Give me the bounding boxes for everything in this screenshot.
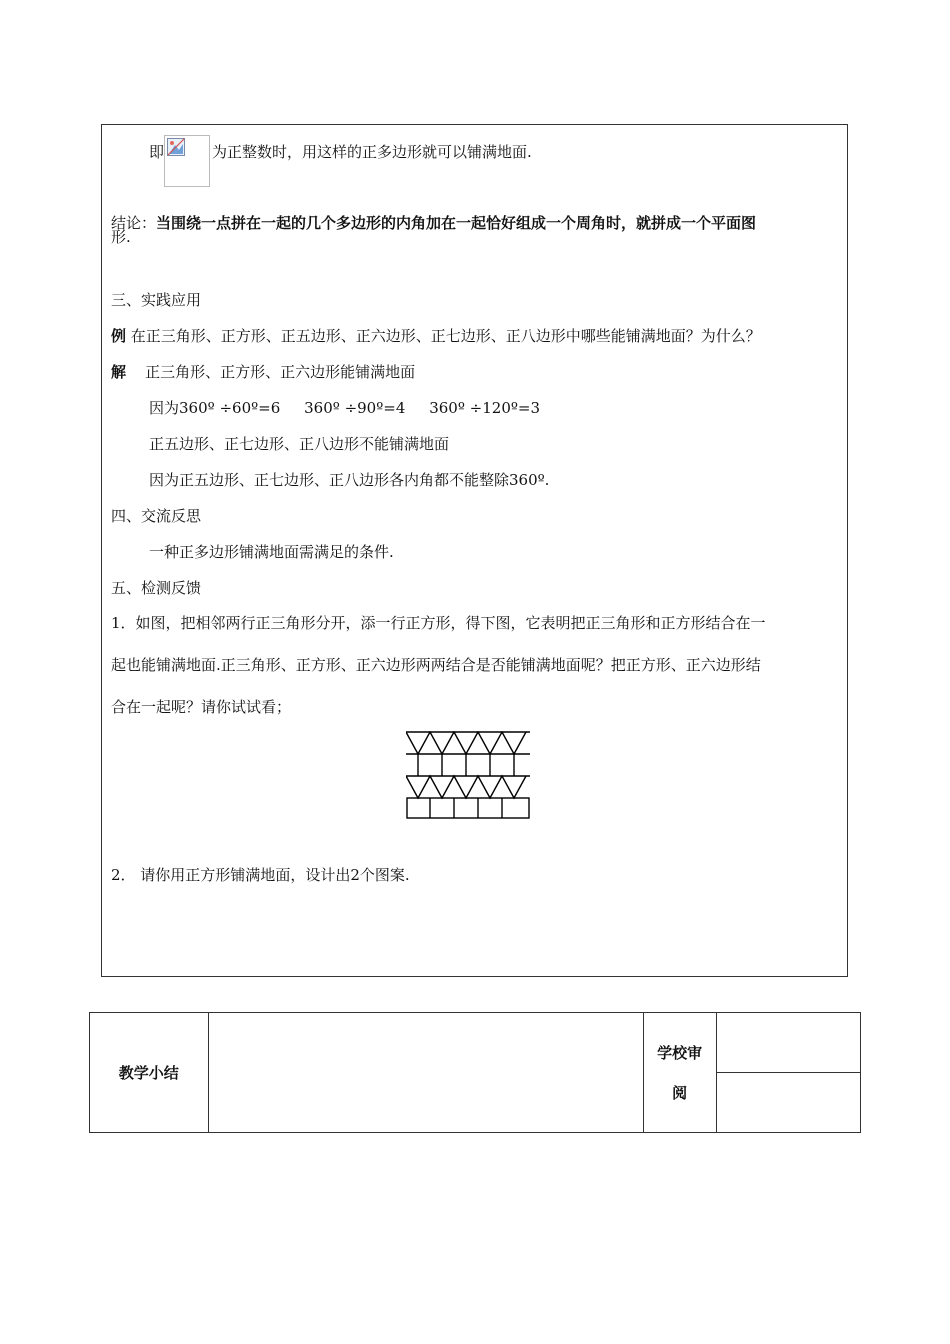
summary-label-cell [90, 1013, 209, 1133]
line1-prefix: 即 [149, 143, 165, 161]
question-1-line-3: 合在一起呢？请你试试看； [111, 698, 292, 716]
summary-label: 教学小结 [118, 1064, 179, 1082]
conclusion-line [111, 213, 756, 233]
question-2-line: 2． 请你用正方形铺满地面，设计出2个图案. [111, 866, 410, 884]
triangle-square-tiling-diagram [406, 731, 532, 819]
summary-content-cell [208, 1013, 643, 1133]
because-line-2: 因为正五边形、正七边形、正八边形各内角都不能整除360º. [149, 471, 550, 489]
line1-suffix: 为正整数时，用这样的正多边形就可以铺满地面. [212, 143, 532, 161]
section-4-heading: 四、交流反思 [111, 507, 202, 525]
cannot-line: 正五边形、正七边形、正八边形不能铺满地面 [149, 435, 450, 453]
question-1-line-2: 起也能铺满地面.正三角形、正方形、正六边形两两结合是否能铺满地面呢？把正方形、正六边形结 [111, 656, 761, 674]
teaching-summary-table [89, 1012, 861, 1133]
formula-image-placeholder [164, 135, 210, 187]
answer-line [111, 362, 415, 382]
school-review-label-line-1: 学校审 [657, 1043, 703, 1062]
answer-text: 正三角形、正方形、正六边形能铺满地面 [145, 363, 416, 381]
example-line [111, 326, 761, 346]
example-text: 在正三角形、正方形、正五边形、正六边形、正七边形、正八边形中哪些能铺满地面？为什么？ [130, 327, 761, 345]
conclusion-label: 结论： [111, 214, 157, 232]
example-label: 例 [111, 327, 127, 345]
school-review-label-cell [643, 1013, 716, 1133]
broken-image-icon [167, 138, 185, 156]
review-cell-bottom [716, 1073, 860, 1133]
tiling-figure [406, 731, 532, 823]
answer-label: 解 [111, 363, 127, 381]
question-1-line-1: 1．如图，把相邻两行正三角形分开，添一行正方形，得下图，它表明把正三角形和正方形结合在一 [111, 614, 766, 632]
school-review-label-line-2: 阅 [672, 1083, 688, 1102]
conclusion-text: 当围绕一点拼在一起的几个多边形的内角加在一起恰好组成一个周角时，就拼成一个平面图 [156, 214, 757, 232]
conclusion-tail: 形. [111, 228, 131, 246]
section-3-heading: 三、实践应用 [111, 291, 202, 309]
because-line-1: 因为360º ÷60º=6 360º ÷90º=4 360º ÷120º=3 [149, 399, 541, 417]
reflection-line: 一种正多边形铺满地面需满足的条件. [149, 543, 394, 561]
section-5-heading: 五、检测反馈 [111, 579, 202, 597]
review-cell-top [716, 1013, 860, 1073]
